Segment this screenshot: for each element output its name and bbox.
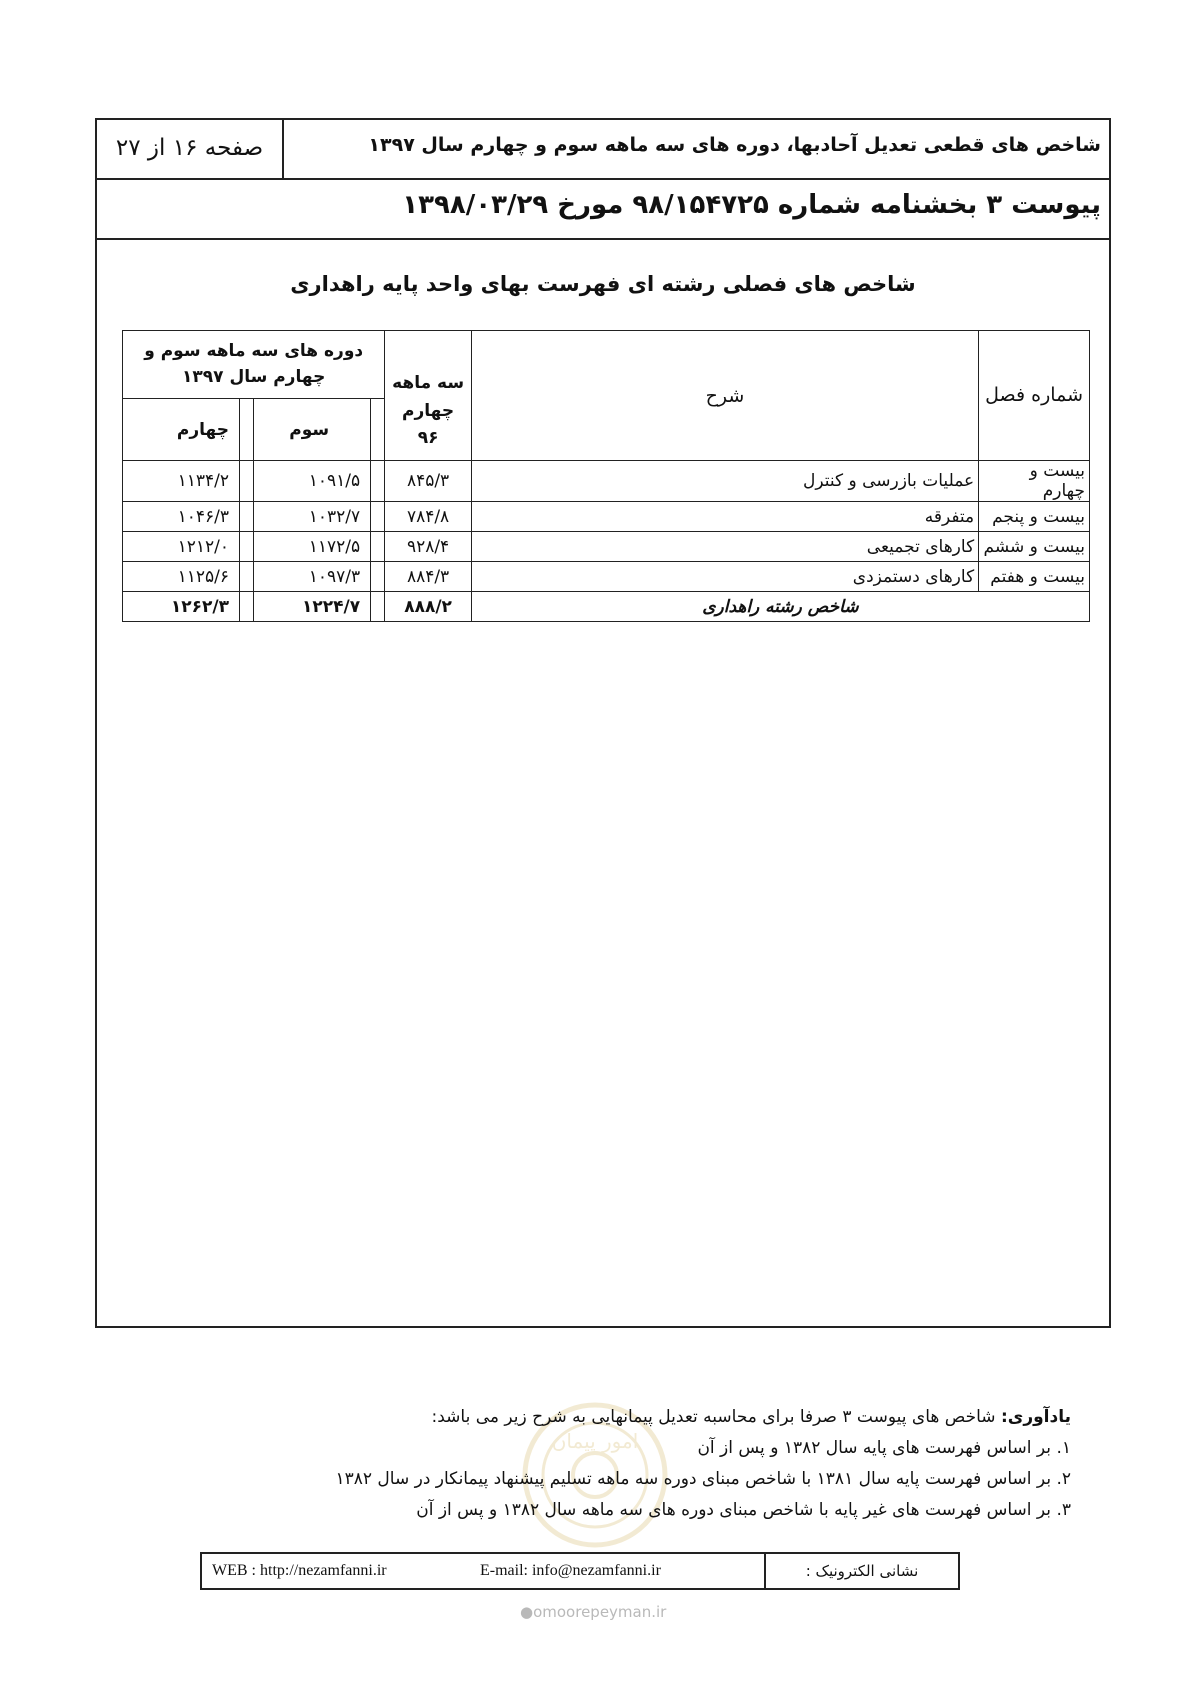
- header-period: دوره های سه ماهه سوم و چهارم سال ۱۳۹۷: [123, 331, 385, 399]
- header-row: [97, 120, 1109, 180]
- cell-gap: [239, 461, 253, 502]
- header-q3: سوم: [254, 399, 371, 461]
- cell-section: بیست و پنجم: [979, 502, 1090, 532]
- cell-section: بیست و چهارم: [979, 461, 1090, 502]
- cell-description: متفرقه: [471, 502, 978, 532]
- document-title: شاخص های قطعی تعدیل آحادبها، دوره های سه ماهه سوم و چهارم سال ۱۳۹۷: [368, 134, 1101, 156]
- cell-description: عملیات بازرسی و کنترل: [471, 461, 978, 502]
- cell-q4: ۱۱۳۴/۲: [123, 461, 240, 502]
- total-label: شاخص رشته راهداری: [471, 592, 1089, 622]
- watermark-text: [520, 1603, 666, 1621]
- total-q3: ۱۲۲۴/۷: [254, 592, 371, 622]
- header-gap: [239, 399, 253, 461]
- cell-q96: ۸۴۵/۳: [385, 461, 471, 502]
- cell-gap: [371, 461, 385, 502]
- page-number: صفحه ۱۶ از ۲۷: [97, 120, 284, 178]
- reminder-intro: شاخص های پیوست ۳ صرفا برای محاسبه تعدیل پیمانهایی به شرح زیر می باشد:: [431, 1407, 996, 1427]
- attachment-row: [97, 180, 1109, 240]
- cell-q4: ۱۰۴۶/۳: [123, 502, 240, 532]
- website-link[interactable]: WEB : http://nezamfanni.ir: [212, 1562, 387, 1579]
- header-gap: [371, 399, 385, 461]
- cell-gap: [371, 532, 385, 562]
- document-frame: [95, 118, 1111, 1328]
- reminder-item: ۳. بر اساس فهرست های غیر پایه با شاخص مبنای دوره های سه ماهه سال ۱۳۸۲ و پس از آن: [416, 1500, 1071, 1520]
- seal-text: امور پیمان: [551, 1429, 639, 1453]
- watermark-globe-icon: ●: [520, 1603, 534, 1621]
- cell-q96: ۸۸۴/۳: [385, 562, 471, 592]
- reminder-item: ۲. بر اساس فهرست پایه سال ۱۳۸۱ با شاخص مبنای دوره سه ماهه تسلیم پیشنهاد پیمانکار در سال ۱۳۸۲: [335, 1469, 1071, 1489]
- index-table: [122, 330, 1090, 622]
- email-link[interactable]: E-mail: info@nezamfanni.ir: [480, 1562, 661, 1579]
- cell-gap: [239, 532, 253, 562]
- cell-section: بیست و ششم: [979, 532, 1090, 562]
- reminder-intro-line: [171, 1402, 1071, 1433]
- cell-description: کارهای دستمزدی: [471, 562, 978, 592]
- table-row: [123, 562, 1090, 592]
- attachment-reference: پیوست ۳ بخشنامه شماره ۹۸/۱۵۴۷۲۵ مورخ ۱۳۹۸/۰۳/۲۹: [402, 190, 1101, 220]
- header-q96-label: سه ماهه چهارم ۹۶: [392, 373, 465, 448]
- cell-q96: ۹۲۸/۴: [385, 532, 471, 562]
- watermark-domain: omoorepeyman.ir: [533, 1603, 667, 1621]
- cell-q4: ۱۲۱۲/۰: [123, 532, 240, 562]
- cell-q3: ۱۰۳۲/۷: [254, 502, 371, 532]
- table-row: [123, 502, 1090, 532]
- header-section: شماره فصل: [979, 331, 1090, 461]
- cell-q3: ۱۰۹۱/۵: [254, 461, 371, 502]
- cell-section: بیست و هفتم: [979, 562, 1090, 592]
- cell-description: کارهای تجمیعی: [471, 532, 978, 562]
- reminder-item: ۱. بر اساس فهرست های پایه سال ۱۳۸۲ و پس از آن: [697, 1438, 1071, 1458]
- cell-gap: [239, 502, 253, 532]
- cell-gap: [371, 562, 385, 592]
- header-q96: [385, 331, 471, 461]
- cell-gap: [371, 592, 385, 622]
- cell-q3: ۱۱۷۲/۵: [254, 532, 371, 562]
- cell-gap: [239, 562, 253, 592]
- cell-q4: ۱۱۲۵/۶: [123, 562, 240, 592]
- contact-box: [200, 1552, 960, 1590]
- cell-q96: ۷۸۴/۸: [385, 502, 471, 532]
- total-q4: ۱۲۶۲/۳: [123, 592, 240, 622]
- cell-gap: [371, 502, 385, 532]
- contact-label: نشانی الکترونیک :: [764, 1554, 958, 1588]
- reminder-heading: یادآوری:: [1000, 1407, 1071, 1427]
- header-description: شرح: [471, 331, 978, 461]
- cell-q3: ۱۰۹۷/۳: [254, 562, 371, 592]
- header-q4: چهارم: [123, 399, 240, 461]
- reminder-note: [171, 1402, 1071, 1526]
- total-q96: ۸۸۸/۲: [385, 592, 471, 622]
- total-row: [123, 592, 1090, 622]
- table-title: شاخص های فصلی رشته ای فهرست بهای واحد پایه راهداری: [290, 272, 916, 296]
- table-row: [123, 532, 1090, 562]
- cell-gap: [239, 592, 253, 622]
- table-row: [123, 461, 1090, 502]
